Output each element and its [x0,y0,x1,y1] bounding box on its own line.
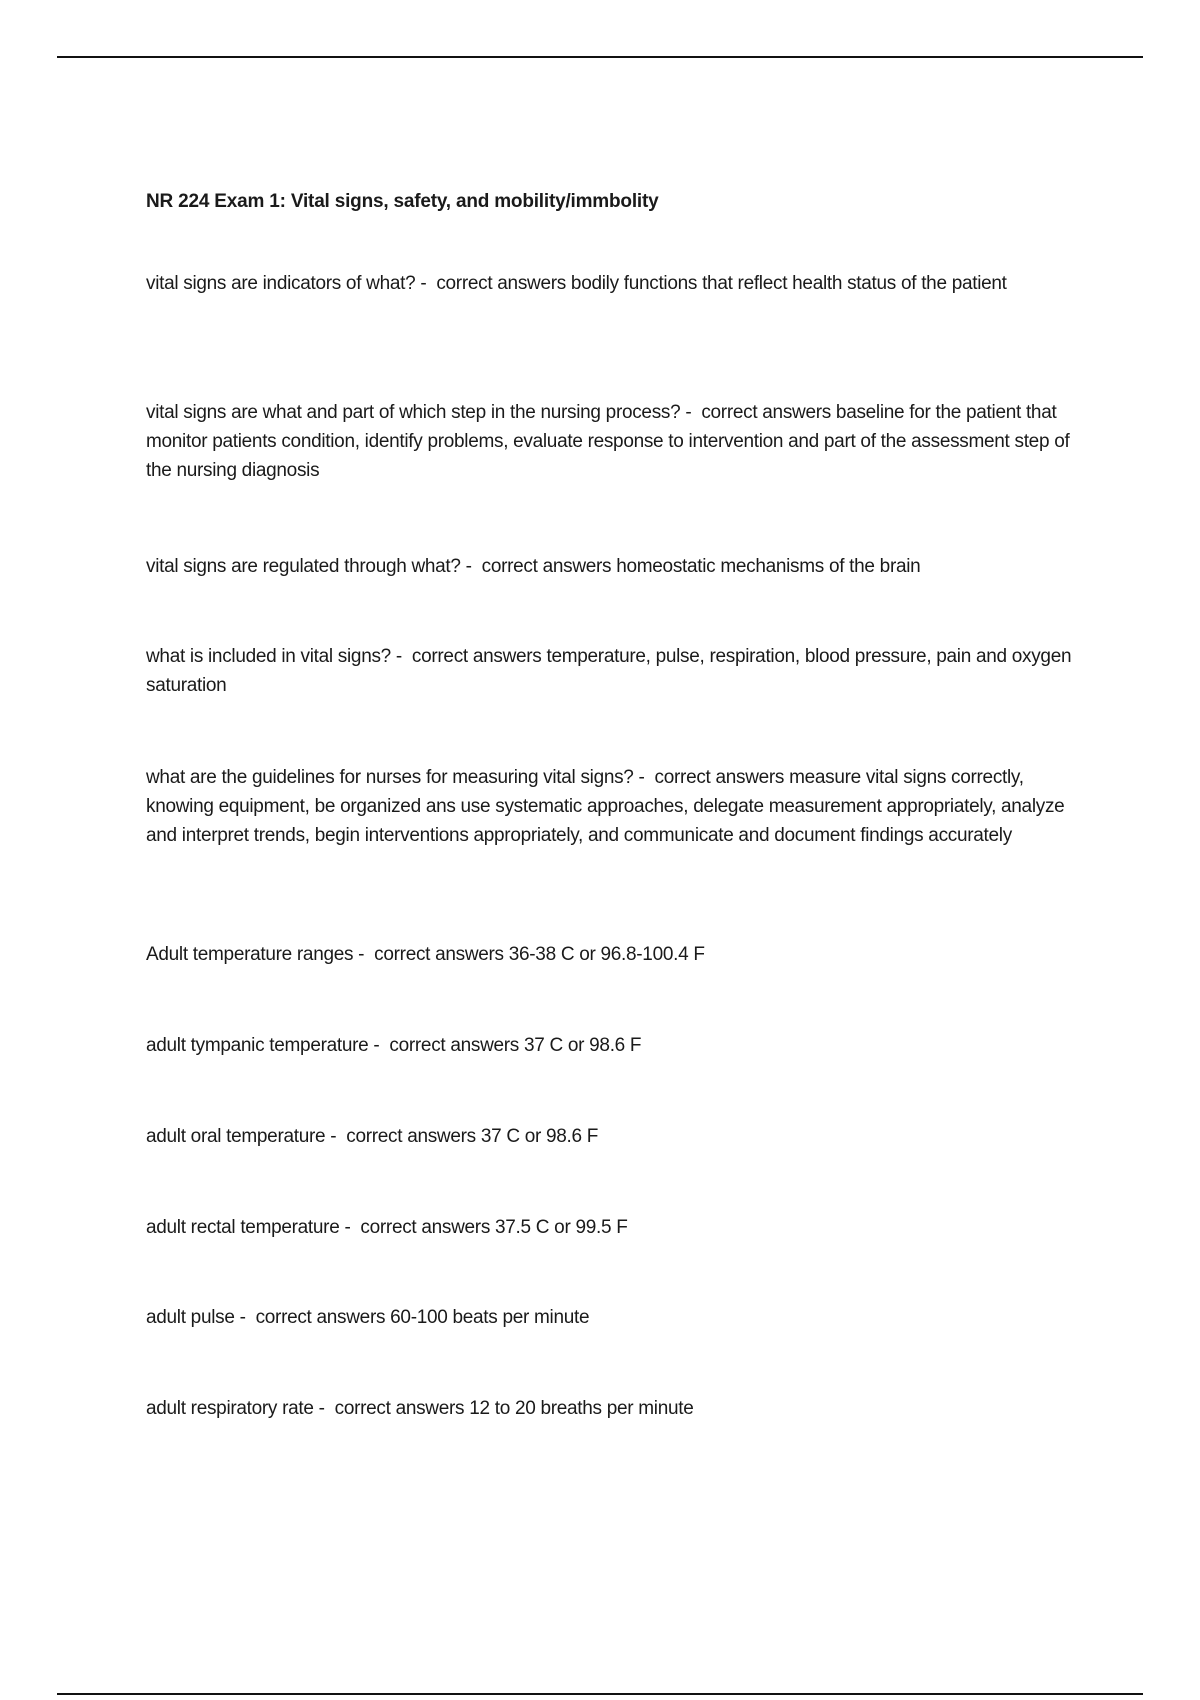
answer-separator: - correct answers [313,1398,470,1419]
question-text: what is included in vital signs? [146,646,391,667]
answer-text: temperature, pulse, respiration, blood pressure, pain and oxygen saturation [146,646,1072,696]
answer-text: 12 to 20 breaths per minute [469,1398,694,1419]
bottom-rule [57,1693,1143,1695]
answer-text: bodily functions that reflect health status of the patient [570,273,1007,294]
question-text: vital signs are indicators of what? [146,273,416,294]
question-text: adult tympanic temperature [146,1035,369,1056]
document-title: NR 224 Exam 1: Vital signs, safety, and mobility/immbolity [146,191,659,212]
question-text: vital signs are regulated through what? [146,556,461,577]
qa-item [146,398,1086,485]
question-text: adult rectal temperature [146,1217,340,1238]
question-text: Adult temperature ranges [146,944,354,965]
answer-text: measure vital signs correctly, knowing equipment, be organized ans use systematic approaches, delegate measurement appropriately, analyze and interpret trends, begin interventions appropriately, and communicate and document findings accurately [146,767,1065,846]
qa-item [146,1303,1086,1332]
answer-text: 60-100 beats per minute [390,1307,590,1328]
qa-item [146,763,1086,850]
qa-item [146,1122,1086,1151]
answer-text: homeostatic mechanisms of the brain [616,556,921,577]
answer-separator: - correct answers [368,1035,524,1056]
answer-text: 37 C or 98.6 F [480,1126,599,1147]
question-text: vital signs are what and part of which step in the nursing process? [146,402,681,423]
question-text: adult oral temperature [146,1126,326,1147]
qa-item [146,1394,1086,1423]
top-rule [57,56,1143,58]
answer-separator: - correct answers [234,1307,391,1328]
answer-separator: - correct answers [415,273,571,294]
answer-separator: - correct answers [325,1126,481,1147]
answer-separator: - correct answers [460,556,617,577]
question-text: what are the guidelines for nurses for measuring vital signs? [146,767,634,788]
answer-text: 37 C or 98.6 F [523,1035,642,1056]
answer-text: baseline for the patient that monitor patients condition, identify problems, evaluate response to intervention and part of the assessment step of the nursing diagnosis [146,402,1070,481]
qa-item [146,940,1086,969]
qa-item [146,269,1086,298]
question-text: adult respiratory rate [146,1398,314,1419]
qa-item [146,552,1086,581]
answer-separator: - correct answers [353,944,509,965]
answer-separator: - correct answers [390,646,547,667]
answer-text: 36-38 C or 96.8-100.4 F [508,944,705,965]
answer-separator: - correct answers [633,767,790,788]
question-text: adult pulse [146,1307,235,1328]
answer-text: 37.5 C or 99.5 F [495,1217,628,1238]
qa-item [146,1213,1086,1242]
answer-separator: - correct answers [339,1217,496,1238]
qa-item [146,1031,1086,1060]
answer-separator: - correct answers [680,402,836,423]
qa-item [146,642,1086,700]
